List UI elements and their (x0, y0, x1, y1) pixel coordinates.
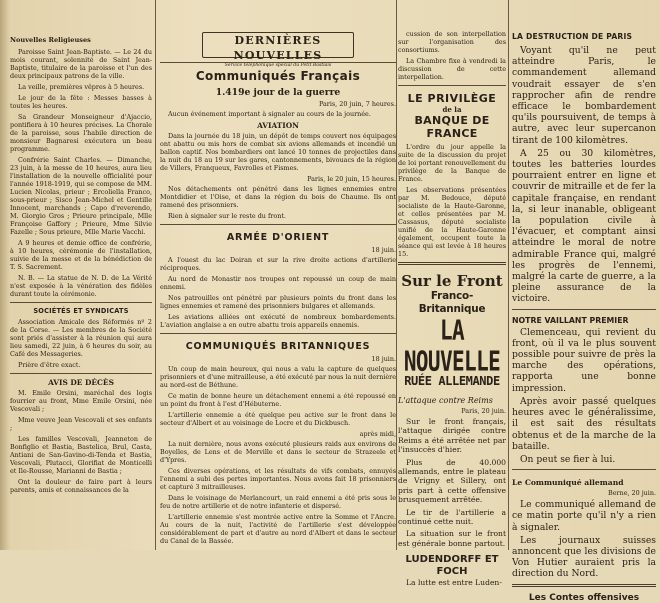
paragraph: Association Amicale des Réformés nº 2 de la Corse. — Les membres de la Société sont priés d'assister à la réunion qui aura lieu samedi, 22 juin, à 6 heures du soir, au Café des Messageries. (10, 318, 152, 358)
paragraph: Le jour de la fête : Messes basses à toutes les heures. (10, 94, 152, 110)
divider (398, 85, 506, 86)
banner-subtitle: Service téléphonique spécial du Petit Bastiais (224, 63, 332, 68)
paragraph: M. Emile Orsini, maréchal des logis fourrier au front, Mme Emile Orsini, née Vescovali ; (10, 389, 152, 413)
paragraph: Un coup de main heureux, qui nous a valu la capture de quelques prisonniers et d'une mitrailleuse, a été exécuté par nous la nuit dernière au nord-est de Béthune. (160, 365, 396, 389)
paragraph: Dans la journée du 18 juin, un dépôt de temps couvert nos équipages ont abattu ou mis hors de combat six avions allemands et incendié un ballon captif. Nos bombardiers ont lancé 10 tonnes de projectiles dans la nuit du 18 au 19 sur les gares, cantonnements, bivouacs de la région de Villers, Franqueux, Favrolles et Fismes. (160, 132, 396, 172)
divider (160, 224, 396, 225)
attack-subheading: L'attaque contre Reims (398, 396, 493, 405)
paragraph: Sur le front français, l'attaque dirigée contre Reims a été arrêtée net par l'insuccès d'hier. (398, 417, 506, 455)
banque-de-france-heading: BANQUE DE FRANCE (414, 114, 490, 140)
paragraph: La lutte est entre Luden- (406, 578, 502, 588)
paragraph: A 25 ou 30 kilomètres, toutes les batteries lourdes pourraient entrer en ligne et couvrir de mitraille et de fer la capitale française, en rendant la, si leur inanable, obligeant la population civile à l'évacuer, et comptant ainsi atteindre le moral de notre admirable France qui, malgré les progrès de l'ennemi, malgré la carte de guerre, a la pleine assurance de la victoire. (512, 147, 656, 305)
societies-heading: SOCIÉTÉS ET SYNDICATS (33, 307, 129, 315)
paragraph: L'artillerie ennemie a été quelque peu active sur le front dans le secteur d'Albert et au voisinage de Locre et du Dickbusch. (160, 411, 396, 427)
paragraph: Mme veuve Jean Vescovali et ses enfants ; (10, 416, 152, 432)
divider (512, 584, 656, 587)
big-headline: LA NOUVELLE (403, 314, 501, 378)
column-4 (512, 0, 656, 603)
paragraph: N. B. — La statue de N. D. de La Vérité n'est exposée à la vénération des fidèles durant toute la cérémonie. (10, 274, 152, 298)
divider (10, 302, 152, 303)
divider (512, 309, 656, 310)
paragraph: Plus de 40.000 allemands, entre le plateau de Vrigny et Sillery, ont pris part à cette offensive brusquement arrêtée. (398, 457, 506, 505)
aviation-heading: AVIATION (257, 121, 299, 130)
paragraph: Ont la douleur de faire part à leurs parents, amis et connaissances de la (10, 478, 152, 494)
column-rule (155, 0, 156, 550)
paragraph: Au nord de Monastir nos troupes ont repoussé un coup de main ennemi. (160, 275, 396, 291)
ludendorff-foch-heading: LUDENDORFF ET FOCH (405, 554, 499, 578)
paragraph: Le communiqué allemand de ce matin porte qu'il n'y a rien à signaler. (512, 499, 656, 533)
german-communique-heading: Le Communiqué allemand (512, 478, 624, 488)
dateline: Paris, le 20 juin, 15 heures. (307, 175, 396, 183)
column-rule (396, 0, 397, 550)
paragraph: Rien à signaler sur le reste du front. (168, 212, 286, 220)
paragraph: A 9 heures et demie office de confrérie, à 10 heures, cérémonie de l'installation, suivie de la messe et de la bénédiction de T. S. Sacrement. (10, 239, 152, 271)
paragraph: Nos détachements ont pénétré dans les lignes ennemies entre Montdidier et l'Oise, et dans la région du bois de Chaume. Ils ont ramené des prisonniers. (160, 185, 396, 209)
french-communiques-title: Communiqués Français (195, 69, 361, 83)
paragraph: La situation sur le front est générale bonne partout. (398, 529, 506, 548)
banner-title: DERNIÈRES NOUVELLES (233, 34, 323, 62)
large-print-block (512, 45, 656, 305)
paragraph: La Chambre fixe à vendredi la discussion de cette interpellation. (398, 57, 506, 81)
column-3 (398, 0, 506, 588)
divider (160, 333, 396, 334)
religious-news-heading: Nouvelles Religieuses (10, 36, 91, 44)
paragraph: cussion de son interpellation sur l'organisation des consortiums. (398, 30, 506, 54)
death-notices-heading: AVIS DE DÉCÈS (48, 378, 114, 387)
paragraph: Les journaux suisses annoncent que les divisions de Von Hutier auraient pris la direction du Nord. (512, 534, 656, 580)
paragraph: Sa Grandeur Monseigneur d'Ajaccio, pontifiera à 10 heures précises. La Chorale de la paroisse, sous l'habile direction de monsieur Bagnaresi exécutera un beau programme. (10, 113, 152, 153)
headline-subtitle: RUÉE ALLEMANDE (404, 374, 500, 388)
paragraph: Le tir de l'artillerie a continué cette nuit. (398, 507, 506, 527)
dateline: Paris, 20 juin. (461, 407, 506, 415)
page-fold-shadow (0, 0, 10, 550)
privilege-heading-connector: de la (442, 105, 462, 114)
british-communiques-heading: COMMUNIQUÉS BRITANNIQUES (185, 341, 371, 352)
destruction-de-paris-heading: LA DESTRUCTION DE PARIS (512, 32, 633, 41)
paragraph: Clemenceau, qui revient du front, où il va le plus souvent possible pour suivre de près la marche des opérations, rapporta une bonne impression. (512, 326, 656, 394)
divider (512, 469, 656, 470)
paragraph: Après avoir passé quelques heures avec le généralissime, il est sait des résultats obtenus et de la marche de la bataille. (512, 395, 656, 452)
paragraph: L'artillerie ennemie s'est montrée active entre la Somme et l'Ancre. Au cours de la nuit, l'activité de l'artillerie s'est développée considérablement de part et d'autre au nord d'Albert et dans le secteur du Canal de la Bassée. (160, 513, 396, 545)
front-heading: Sur le Front (401, 272, 503, 290)
dateline: Paris, 20 juin, 7 heures. (318, 100, 396, 108)
paragraph: La veille, premières vêpres à 5 heures. (18, 83, 145, 91)
paragraph: Paroisse Saint Jean-Baptiste. — Le 24 du mois courant, solennité de Saint Jean-Baptiste, titulaire de la paroisse et l'un des deux principaux patrons de la ville. (10, 48, 152, 80)
war-day-title: 1.419e jour de la guerre (215, 87, 341, 98)
dateline: Berne, 20 juin. (608, 489, 656, 498)
paragraph: A l'ouest du lac Doiran et sur la rive droite actions d'artillerie réciproques. (160, 256, 396, 272)
large-print-block (512, 499, 656, 579)
divider (398, 262, 506, 265)
vaillant-premier-heading: NOTRE VAILLANT PREMIER (512, 315, 629, 325)
paragraph: Ces diverses opérations, et les résultats de vifs combats, ennuyés l'ennemi a subi des pertes importantes. Nous avons fait 18 prisonniers et capturé 3 mitrailleuses. (160, 467, 396, 491)
dateline: après midi, (359, 430, 396, 438)
paragraph: Ce matin de bonne heure un détachement ennemi a été repoussé en un point du front à l'est d'Hébuterne. (160, 392, 396, 408)
column-2 (160, 0, 396, 550)
paragraph: Prière d'être exact. (18, 361, 81, 369)
paragraph: Les familles Vescovali, Jeanneton de Bonfiglio et Bastia, Bastelica, Brul, Casta, Antiani de San-Gavino-di-Tenda et Bastia, Vescovali, Plutacci, Glorifiat de Monticelli et Ile-Rousse, Marianni de Bastia ; (10, 435, 152, 475)
dateline: 18 juin. (371, 246, 396, 254)
paragraph: L'ordre du jour appelle la suite de la discussion du projet de loi portant renouvellement du privilège de la Banque de France. (398, 143, 506, 183)
paragraph: Confrérie Saint Charles. — Dimanche, 23 juin, à la messe de 10 heures, aura lieu l'installation de la nouvelle officialité pour l'année 1918-1919, qui se compose de MM. Lucien Nicolas, prieur ; Ercoliella Franco, sous-prieur ; Sisco Jean-Michel et Gentille Innocent, marchands ; Capo d'reverendo, M. Giorgio Gros ; Prieure principale, Mlle Françoise Gaffory ; Prieure, Mme Silvie Fazelle ; Sous prieure, Mlle Marie Vacchi. (10, 156, 152, 236)
paragraph: Nos patrouilles ont pénétré par plusieurs points du front dans les lignes ennemies et ramené des prisonniers bulgares et allemands. (160, 294, 396, 310)
latest-news-banner (202, 32, 354, 68)
divider (10, 373, 152, 374)
column-1 (10, 0, 152, 550)
paragraph: Les aviations alliées ont exécuté de nombreux bombardements. L'aviation anglaise a en outre abattu trois appareils ennemis. (160, 313, 396, 329)
front-subheading: Franco-Britannique (418, 290, 486, 315)
large-print-block (512, 327, 656, 465)
privilege-heading: LE PRIVILÈGE (407, 92, 497, 105)
paragraph: On peut se fier à lui. (520, 453, 616, 465)
paragraph: Dans le voisinage de Merlancourt, un raid ennemi a été pris sous le feu de notre artillerie et de notre infanterie et dispersé. (160, 494, 396, 510)
armee-orient-heading: ARMÉE D'ORIENT (226, 232, 330, 243)
dateline: 18 juin. (371, 355, 396, 363)
paragraph: La nuit dernière, nous avons exécuté plusieurs raids aux environs de Boyelles, de Lens et de Merville et dans le secteur de Strazeele et d'Ypres. (160, 440, 396, 464)
paragraph: Les observations présentées par M. Bedouce, député socialiste de la Haute-Garonne, et celles présentées par M. Cassasus, député socialiste unifié de la Haute-Garonne également, occupent toute la séance qui est levée à 18 heures 15. (398, 186, 506, 258)
paragraph: Aucun événement important à signaler au cours de la journée. (168, 110, 371, 118)
column-rule (508, 0, 509, 550)
paragraph: Voyant qu'il ne peut atteindre Paris, le commandement allemand voudrait essayer de s'en rapprocher afin de rendre efficace le bombardement qu'ils poursuivent, de temps à autre, avec leur supercanon tirant de 100 kilomètres. (512, 45, 656, 146)
contre-offensives-heading: Les Contes offensives (528, 592, 640, 603)
